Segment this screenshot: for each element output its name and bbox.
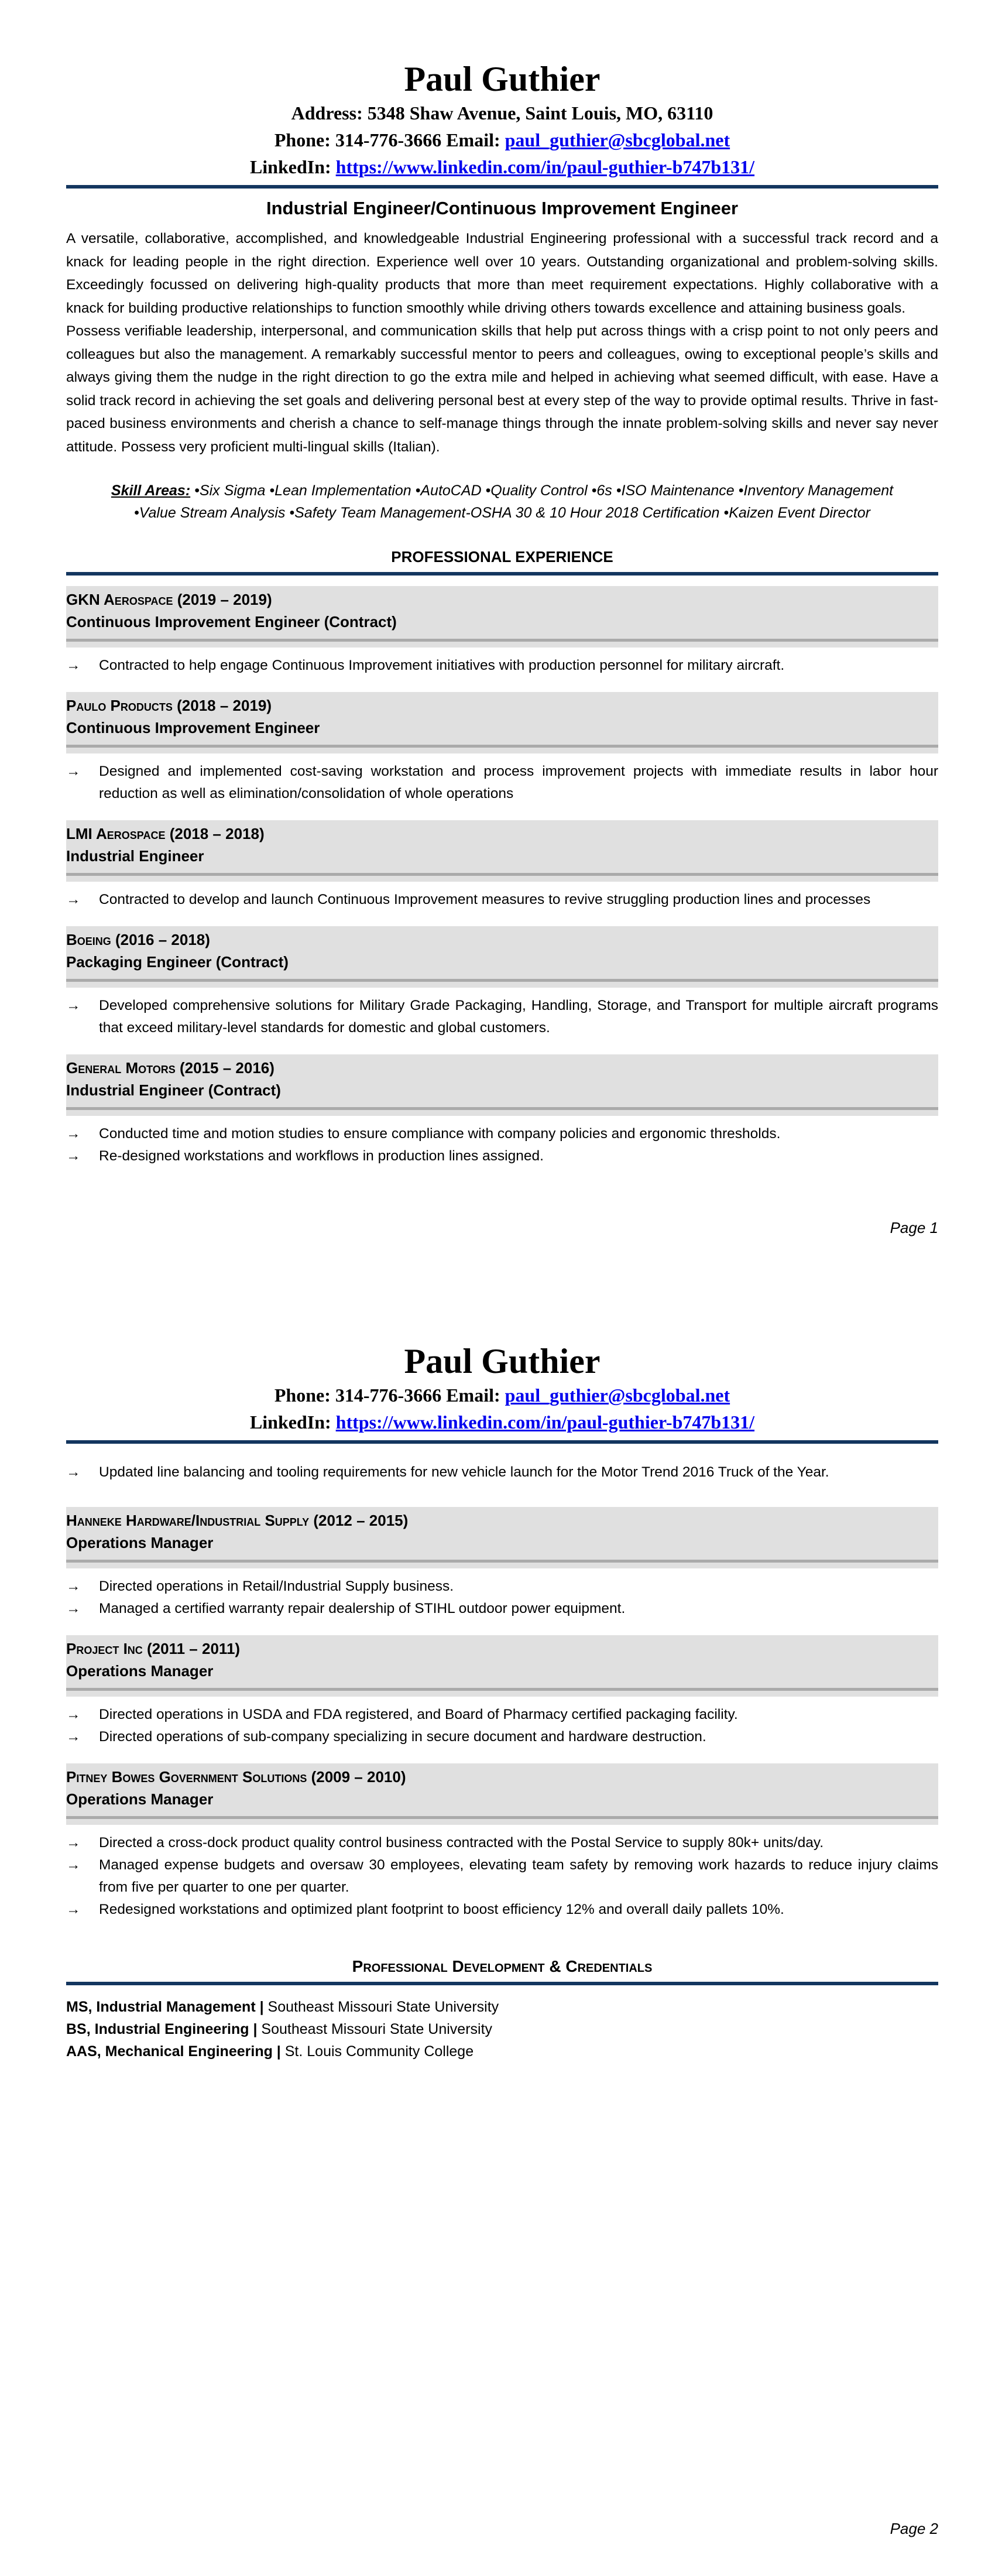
header-divider bbox=[66, 185, 938, 189]
job-divider bbox=[66, 745, 938, 748]
bullet-text: Designed and implemented cost-saving workstation and process improvement projects with immediate results in labor hour reduction as well as elimination/consolidation of whole operations bbox=[99, 763, 938, 801]
skill-bullet-icon: • bbox=[134, 505, 139, 521]
page-1-content bbox=[66, 59, 938, 1167]
education-list bbox=[66, 1996, 938, 2063]
skill-bullet-icon: • bbox=[738, 482, 744, 499]
page-number: Page 2 bbox=[890, 2520, 938, 2537]
job-entry bbox=[66, 586, 938, 677]
company-name: Hanneke Hardware/Industrial Supply (2012 – 2015) bbox=[66, 1512, 409, 1529]
summary-paragraph: A versatile, collaborative, accomplished, and knowledgeable Industrial Engineering professional with a successful track record and a knack for leading people in the right direction. Experience well over 10 years. Outstanding organizational and problem-solving skills. Exceedingly focussed on delivering high-quality products that more than meet requirement expectations. Highly collaborative with a knack for building productive relationships to function smoothly while driving others towards excellence and attaining business goals. bbox=[66, 231, 938, 316]
arrow-icon: → bbox=[66, 1148, 81, 1164]
bullet-text: Redesigned workstations and optimized plant footprint to boost efficiency 12% and overall daily pallets 10%. bbox=[99, 1902, 784, 1917]
job-bullets bbox=[66, 655, 938, 677]
summary-paragraph: Possess verifiable leadership, interpersonal, and communication skills that help put across things with a crisp point to not only peers and colleagues but also the management. A remarkably successful mentor to peers and colleagues, owing to exceptional people’s skills and always giving them the nudge in the right direction to go the extra mile and helped in achieving what seemed difficult, with ease. Have a solid track record in achieving the set goals and delivering personal best at every step of the way to provide optimal results. Thrive in fast-paced business environments and cherish a chance to self-manage things through the innate problem-solving skills and never say never attitude. Possess very proficient multi-lingual skills (Italian). bbox=[66, 323, 938, 455]
education-item bbox=[66, 2018, 938, 2040]
bullet-text: Directed operations of sub-company specializing in secure document and hardware destruction. bbox=[99, 1729, 706, 1745]
job-divider bbox=[66, 1816, 938, 1819]
skill-item: Inventory Management bbox=[743, 482, 894, 499]
arrow-icon: → bbox=[66, 1857, 81, 1873]
job-bullets bbox=[66, 1575, 938, 1620]
job-header bbox=[66, 1054, 938, 1116]
bullet-text: Managed expense budgets and oversaw 30 employees, elevating team safety by removing work hazards to reduce injury claims from five per quarter to one per quarter. bbox=[99, 1857, 938, 1895]
job-title: Industrial Engineer (Contract) bbox=[66, 1081, 281, 1099]
job-header bbox=[66, 820, 938, 882]
skill-bullet-icon: • bbox=[616, 482, 622, 499]
bullet-text: Developed comprehensive solutions for Military Grade Packaging, Handling, Storage, and Transport for multiple aircraft programs that exceed military-level standards for domestic and global customers. bbox=[99, 998, 938, 1036]
bullet-item bbox=[66, 1598, 938, 1620]
bullet-item bbox=[66, 1461, 938, 1484]
skill-item: Safety Team Management-OSHA 30 & 10 Hour 2018 Certification bbox=[294, 505, 720, 521]
bullet-item bbox=[66, 1726, 938, 1748]
job-entry bbox=[66, 1054, 938, 1167]
job-list bbox=[66, 586, 938, 1167]
section-divider bbox=[66, 1982, 938, 1985]
candidate-name: Paul Guthier bbox=[404, 1342, 601, 1381]
company-name: General Motors (2015 – 2016) bbox=[66, 1059, 275, 1077]
email-link[interactable]: paul_guthier@sbcglobal.net bbox=[505, 1385, 730, 1406]
job-bullets bbox=[66, 761, 938, 805]
job-bullets bbox=[66, 1832, 938, 1921]
school: Southeast Missouri State University bbox=[257, 2021, 493, 2037]
arrow-icon: → bbox=[66, 1729, 81, 1745]
page-number: Page 1 bbox=[890, 1219, 938, 1236]
skill-item: Quality Control bbox=[490, 482, 588, 499]
continued-bullets bbox=[66, 1461, 938, 1484]
skill-areas bbox=[66, 479, 938, 524]
company-name: GKN Aerospace (2019 – 2019) bbox=[66, 591, 272, 608]
arrow-icon: → bbox=[66, 1601, 81, 1616]
bullet-item bbox=[66, 655, 938, 677]
job-title: Packaging Engineer (Contract) bbox=[66, 953, 289, 971]
linkedin-label: LinkedIn: bbox=[249, 156, 336, 177]
job-title: Operations Manager bbox=[66, 1790, 214, 1808]
email-link[interactable]: paul_guthier@sbcglobal.net bbox=[505, 129, 730, 150]
phone-label: Phone: 314-776-3666 Email: bbox=[274, 1385, 505, 1406]
job-entry bbox=[66, 692, 938, 805]
bullet-item bbox=[66, 1575, 938, 1598]
job-header bbox=[66, 1635, 938, 1697]
job-entry bbox=[66, 1507, 938, 1620]
skill-item: AutoCAD bbox=[420, 482, 482, 499]
bullet-item bbox=[66, 1123, 938, 1145]
address: Address: 5348 Shaw Avenue, Saint Louis, MO, 63110 bbox=[291, 102, 713, 124]
summary bbox=[66, 227, 938, 458]
arrow-icon: → bbox=[66, 1835, 81, 1851]
arrow-icon: → bbox=[66, 1464, 81, 1480]
job-title: Industrial Engineer bbox=[66, 847, 204, 865]
page-2-content bbox=[66, 1341, 938, 2063]
job-divider bbox=[66, 1688, 938, 1691]
degree: BS, Industrial Engineering | bbox=[66, 2021, 258, 2037]
company-name: Pitney Bowes Government Solutions (2009 – 2010) bbox=[66, 1768, 406, 1786]
skill-bullet-icon: • bbox=[269, 482, 275, 499]
education-heading: Professional Development & Credentials bbox=[352, 1957, 653, 1975]
arrow-icon: → bbox=[66, 1126, 81, 1142]
skill-item: 6s bbox=[596, 482, 612, 499]
job-title: Continuous Improvement Engineer (Contract) bbox=[66, 613, 397, 631]
education-item bbox=[66, 1996, 938, 2018]
skill-item: ISO Maintenance bbox=[621, 482, 735, 499]
degree: AAS, Mechanical Engineering | bbox=[66, 2043, 281, 2060]
job-header bbox=[66, 1507, 938, 1568]
candidate-name: Paul Guthier bbox=[404, 60, 601, 98]
bullet-item bbox=[66, 889, 938, 911]
skill-bullet-icon: • bbox=[415, 482, 421, 499]
bullet-text: Re-designed workstations and workflows in production lines assigned. bbox=[99, 1148, 544, 1164]
skill-bullet-icon: • bbox=[591, 482, 597, 499]
job-divider bbox=[66, 979, 938, 982]
company-name: Project Inc (2011 – 2011) bbox=[66, 1640, 241, 1657]
section-divider bbox=[66, 572, 938, 576]
job-divider bbox=[66, 873, 938, 876]
arrow-icon: → bbox=[66, 1902, 81, 1917]
skill-item: Kaizen Event Director bbox=[729, 505, 870, 521]
job-bullets bbox=[66, 889, 938, 911]
job-divider bbox=[66, 639, 938, 642]
job-divider bbox=[66, 1107, 938, 1110]
bullet-item bbox=[66, 761, 938, 805]
bullet-item bbox=[66, 1704, 938, 1726]
job-header bbox=[66, 1763, 938, 1825]
arrow-icon: → bbox=[66, 892, 81, 907]
skill-bullet-icon: • bbox=[289, 505, 295, 521]
bullet-text: Managed a certified warranty repair dealership of STIHL outdoor power equipment. bbox=[99, 1601, 626, 1616]
linkedin-link[interactable]: https://www.linkedin.com/in/paul-guthier-b747b131/ bbox=[335, 156, 755, 177]
job-bullets bbox=[66, 995, 938, 1039]
job-title: Operations Manager bbox=[66, 1662, 214, 1680]
headline: Industrial Engineer/Continuous Improvement Engineer bbox=[266, 198, 739, 218]
bullet-text: Directed operations in USDA and FDA registered, and Board of Pharmacy certified packaging facility. bbox=[99, 1707, 738, 1722]
linkedin-line bbox=[66, 153, 938, 180]
arrow-icon: → bbox=[66, 1707, 81, 1722]
job-entry bbox=[66, 1763, 938, 1921]
skill-item: Six Sigma bbox=[199, 482, 266, 499]
job-bullets bbox=[66, 1704, 938, 1748]
linkedin-link[interactable]: https://www.linkedin.com/in/paul-guthier-b747b131/ bbox=[335, 1412, 755, 1433]
job-entry bbox=[66, 926, 938, 1039]
phone-email-line bbox=[66, 126, 938, 153]
bullet-item bbox=[66, 1832, 938, 1854]
arrow-icon: → bbox=[66, 998, 81, 1013]
arrow-icon: → bbox=[66, 763, 81, 779]
bullet-text: Conducted time and motion studies to ensure compliance with company policies and ergonomic thresholds. bbox=[99, 1126, 781, 1142]
job-list bbox=[66, 1507, 938, 1921]
skill-areas-label: Skill Areas: bbox=[111, 482, 191, 499]
degree: MS, Industrial Management | bbox=[66, 1999, 264, 2015]
page-2 bbox=[0, 1288, 995, 2576]
bullet-text: Directed a cross-dock product quality control business contracted with the Postal Service to supply 80k+ units/day. bbox=[99, 1835, 824, 1851]
bullet-text: Directed operations in Retail/Industrial Supply business. bbox=[99, 1578, 454, 1594]
linkedin-label: LinkedIn: bbox=[249, 1412, 336, 1433]
bullet-item bbox=[66, 1145, 938, 1167]
phone-email-line bbox=[66, 1382, 938, 1409]
arrow-icon: → bbox=[66, 1578, 81, 1594]
job-header bbox=[66, 926, 938, 988]
job-entry bbox=[66, 1635, 938, 1748]
job-entry bbox=[66, 820, 938, 911]
skill-item: Value Stream Analysis bbox=[139, 505, 286, 521]
school: Southeast Missouri State University bbox=[263, 1999, 499, 2015]
job-bullets bbox=[66, 1123, 938, 1167]
header-divider bbox=[66, 1440, 938, 1444]
skill-bullet-icon: • bbox=[194, 482, 200, 499]
bullet-text: Contracted to help engage Continuous Improvement initiatives with production personnel for military aircraft. bbox=[99, 657, 785, 673]
bullet-text: Contracted to develop and launch Continuous Improvement measures to revive struggling production lines and processes bbox=[99, 892, 871, 907]
phone-label: Phone: 314-776-3666 Email: bbox=[274, 129, 505, 150]
job-title: Continuous Improvement Engineer bbox=[66, 719, 320, 737]
skill-item: Lean Implementation bbox=[275, 482, 411, 499]
education-item bbox=[66, 2040, 938, 2063]
bullet-item bbox=[66, 1899, 938, 1921]
linkedin-line bbox=[66, 1409, 938, 1436]
job-header bbox=[66, 586, 938, 648]
experience-heading: PROFESSIONAL EXPERIENCE bbox=[391, 548, 613, 566]
company-name: Boeing (2016 – 2018) bbox=[66, 931, 210, 948]
job-header bbox=[66, 692, 938, 753]
job-divider bbox=[66, 1560, 938, 1563]
bullet-item bbox=[66, 1854, 938, 1899]
bullet-text: Updated line balancing and tooling requirements for new vehicle launch for the Motor Trend 2016 Truck of the Year. bbox=[99, 1464, 829, 1480]
job-title: Operations Manager bbox=[66, 1534, 214, 1551]
school: St. Louis Community College bbox=[280, 2043, 474, 2060]
company-name: LMI Aerospace (2018 – 2018) bbox=[66, 825, 265, 842]
company-name: Paulo Products (2018 – 2019) bbox=[66, 697, 272, 714]
bullet-item bbox=[66, 995, 938, 1039]
arrow-icon: → bbox=[66, 657, 81, 673]
skill-bullet-icon: • bbox=[723, 505, 729, 521]
skill-bullet-icon: • bbox=[485, 482, 491, 499]
